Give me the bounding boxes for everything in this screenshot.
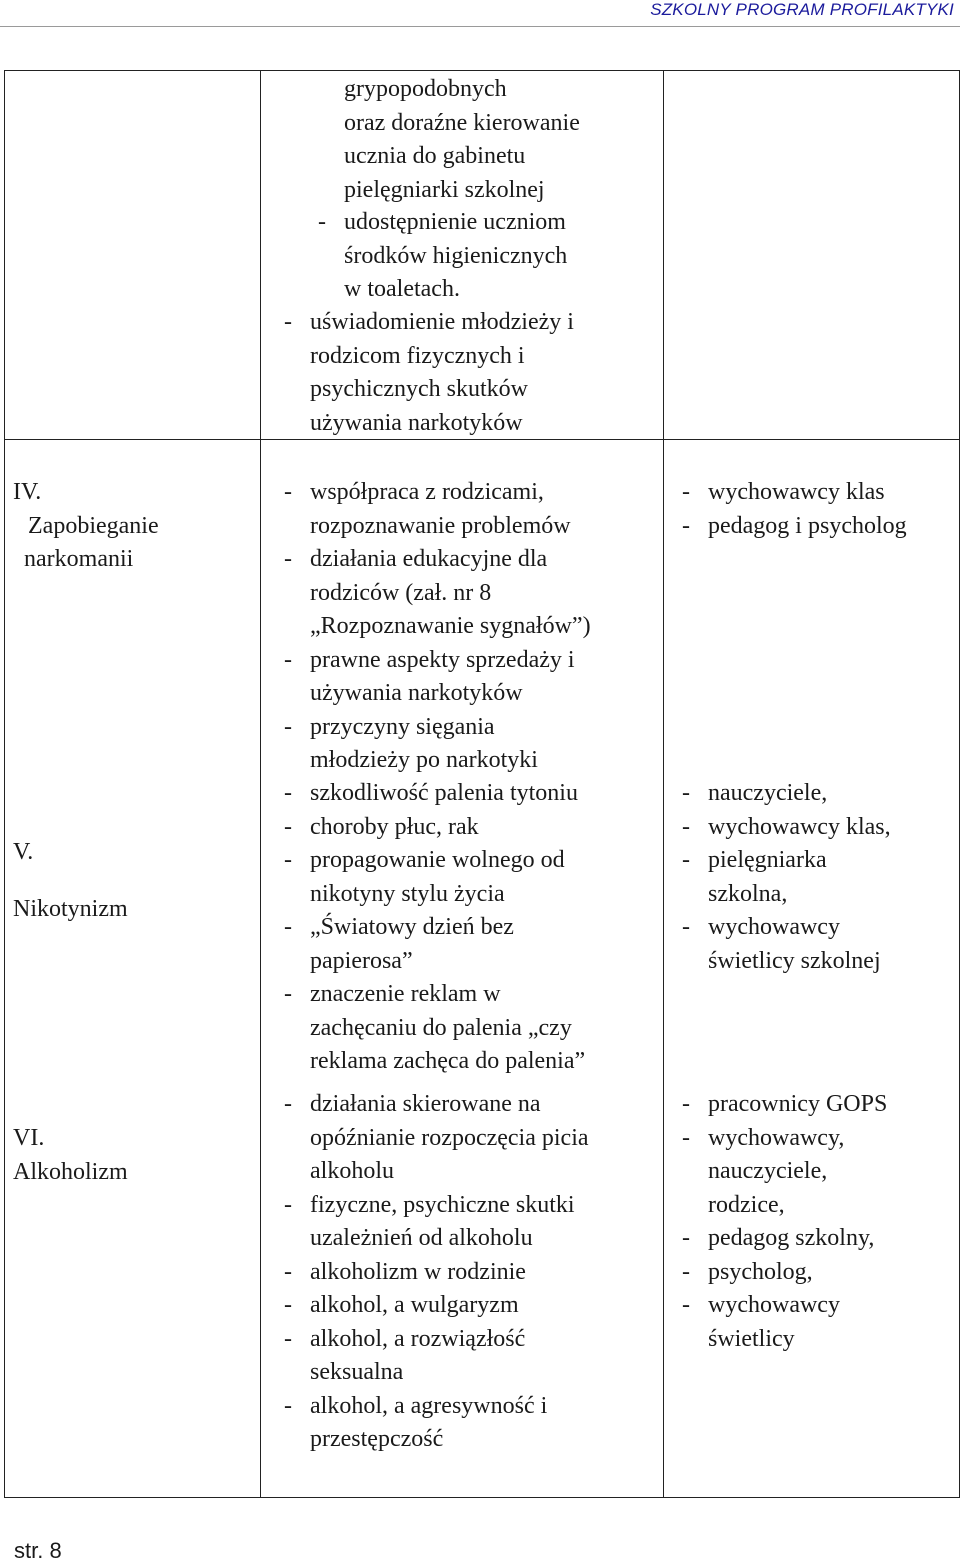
list-item (284, 1088, 589, 1122)
text-line: choroby płuc, rak (310, 813, 479, 840)
text-line: rozpoznawanie problemów (310, 512, 571, 539)
text-line: ucznia do gabinetu (344, 143, 526, 169)
text-line: rodzice, (708, 1191, 785, 1218)
people-alkoholizm (682, 1088, 887, 1356)
bullet-dash: - (682, 512, 690, 539)
text-line: działania skierowane na (310, 1091, 541, 1117)
section-v-heading (13, 836, 128, 926)
bullet-dash: - (284, 981, 292, 1007)
text-line: pielęgniarki szkolnej (344, 176, 545, 203)
list-item (284, 543, 591, 577)
text-line: pracownicy GOPS (708, 1091, 888, 1117)
text-line: młodzieży po narkotyki (310, 747, 538, 773)
text-line: reklama zachęca do palenia” (310, 1048, 586, 1074)
bullet-dash: - (284, 1091, 292, 1117)
row1-item-a (318, 206, 567, 307)
topics-narkomania (284, 476, 591, 778)
list-item (682, 1088, 887, 1122)
bullet-dash: - (682, 479, 690, 505)
text-line: świetlicy (708, 1325, 795, 1352)
text-line: psycholog, (708, 1258, 813, 1285)
list-item (682, 510, 907, 544)
text-line: opóźnianie rozpoczęcia picia (310, 1124, 589, 1151)
list-item (284, 1189, 589, 1223)
list-item (682, 844, 891, 878)
text-line: w toaletach. (344, 276, 460, 302)
text-line: nauczyciele, (708, 780, 828, 806)
bullet-dash: - (284, 1392, 292, 1419)
section-title: narkomanii (24, 546, 134, 572)
section-iv-heading (13, 476, 159, 577)
bullet-dash: - (318, 209, 326, 235)
table-cell-section (5, 71, 261, 440)
section-number: VI. (13, 1125, 45, 1151)
table-cell-people (664, 71, 960, 440)
text-line: środków higienicznych (344, 242, 568, 269)
list-item (284, 1323, 589, 1357)
header-rule (0, 26, 960, 27)
text-line: uświadomienie młodzieży i (310, 309, 574, 335)
document-header: SZKOLNY PROGRAM PROFILAKTYKI (650, 0, 954, 19)
bullet-dash: - (284, 813, 292, 840)
list-item (284, 711, 591, 745)
list-item (284, 911, 585, 945)
row1-item-b (284, 306, 574, 440)
text-line: uzależnień od alkoholu (310, 1225, 533, 1251)
bullet-dash: - (284, 780, 292, 806)
list-item (284, 978, 585, 1012)
bullet-dash: - (284, 479, 292, 505)
list-item (284, 476, 591, 510)
page-number: str. 8 (14, 1538, 62, 1563)
bullet-dash: - (682, 914, 690, 940)
text-line: alkohol, a wulgaryzm (310, 1292, 519, 1318)
section-number: V. (13, 839, 34, 865)
list-item (284, 1289, 589, 1323)
list-item (682, 1122, 887, 1156)
topics-alkoholizm (284, 1088, 589, 1457)
section-title: Alkoholizm (13, 1158, 128, 1185)
text-line: znaczenie reklam w (310, 981, 501, 1007)
text-line: udostępnienie uczniom (344, 209, 566, 235)
people-narkomania (682, 476, 907, 543)
text-line: pielęgniarka (708, 847, 827, 873)
text-line: pedagog i psycholog (708, 512, 907, 539)
bullet-dash: - (682, 847, 690, 873)
text-line: zachęcaniu do palenia „czy (310, 1014, 572, 1041)
text-line: przestępczość (310, 1426, 444, 1452)
bullet-dash: - (682, 1258, 690, 1285)
bullet-dash: - (284, 309, 292, 335)
text-line: rodziców (zał. nr 8 (310, 579, 492, 606)
text-line: grypopodobnych (344, 76, 507, 102)
text-line: „Światowy dzień bez (310, 914, 514, 940)
text-line: używania narkotyków (310, 409, 523, 436)
bullet-dash: - (682, 1292, 690, 1318)
table-cell-section (5, 440, 261, 1498)
list-item (284, 1256, 589, 1290)
list-item (682, 1289, 887, 1323)
bullet-dash: - (682, 813, 690, 840)
list-item (682, 911, 891, 945)
bullet-dash: - (682, 1091, 690, 1117)
bullet-dash: - (284, 847, 292, 873)
text-line: prawne aspekty sprzedaży i (310, 646, 575, 673)
text-line: świetlicy szkolnej (708, 947, 881, 974)
list-item (284, 777, 585, 811)
list-item (284, 844, 585, 878)
people-nikotynizm (682, 777, 891, 978)
list-item (284, 1390, 589, 1424)
text-line: wychowawcy klas, (708, 813, 891, 840)
section-vi-heading (13, 1122, 128, 1189)
section-number: IV. (13, 479, 42, 505)
text-line: przyczyny sięgania (310, 713, 495, 740)
text-line: wychowawcy, (708, 1124, 845, 1151)
text-line: „Rozpoznawanie sygnałów”) (310, 613, 591, 639)
text-line: psychicznych skutków (310, 376, 528, 402)
text-line: wychowawcy (708, 914, 840, 940)
list-item (284, 644, 591, 678)
bullet-dash: - (284, 914, 292, 940)
text-line: fizyczne, psychiczne skutki (310, 1191, 575, 1218)
text-line: alkohol, a rozwiązłość (310, 1325, 526, 1352)
bullet-dash: - (284, 713, 292, 740)
bullet-dash: - (682, 1124, 690, 1151)
list-item (682, 1256, 887, 1290)
text-line: szkolna, (708, 880, 788, 907)
text-line: szkodliwość palenia tytoniu (310, 780, 578, 806)
text-line: oraz doraźne kierowanie (344, 109, 580, 136)
text-line: propagowanie wolnego od (310, 847, 565, 873)
text-line: wychowawcy klas (708, 479, 885, 505)
bullet-dash: - (682, 1225, 690, 1251)
bullet-dash: - (284, 546, 292, 572)
text-line: wychowawcy (708, 1292, 840, 1318)
bullet-dash: - (284, 1325, 292, 1352)
text-line: nauczyciele, (708, 1158, 828, 1184)
text-line: seksualna (310, 1359, 404, 1385)
text-line: alkoholu (310, 1158, 394, 1184)
topics-nikotynizm (284, 777, 585, 1079)
text-line: współpraca z rodzicami, (310, 479, 544, 505)
section-title: Zapobieganie (28, 512, 159, 539)
text-line: alkohol, a agresywność i (310, 1392, 548, 1419)
text-line: używania narkotyków (310, 680, 523, 706)
text-line: papierosa” (310, 947, 413, 974)
list-item (682, 777, 891, 811)
text-line: nikotyny stylu życia (310, 880, 505, 907)
row1-plain-text (344, 73, 580, 207)
list-item (682, 1222, 887, 1256)
text-line: rodzicom fizycznych i (310, 342, 525, 369)
text-line: działania edukacyjne dla (310, 546, 548, 572)
bullet-dash: - (682, 780, 690, 806)
bullet-dash: - (284, 646, 292, 673)
list-item (284, 811, 585, 845)
text-line: alkoholizm w rodzinie (310, 1258, 526, 1285)
bullet-dash: - (284, 1191, 292, 1218)
section-title: Nikotynizm (13, 895, 128, 922)
bullet-dash: - (284, 1258, 292, 1285)
text-line: pedagog szkolny, (708, 1225, 875, 1251)
list-item (682, 476, 907, 510)
bullet-dash: - (284, 1292, 292, 1318)
list-item (682, 811, 891, 845)
